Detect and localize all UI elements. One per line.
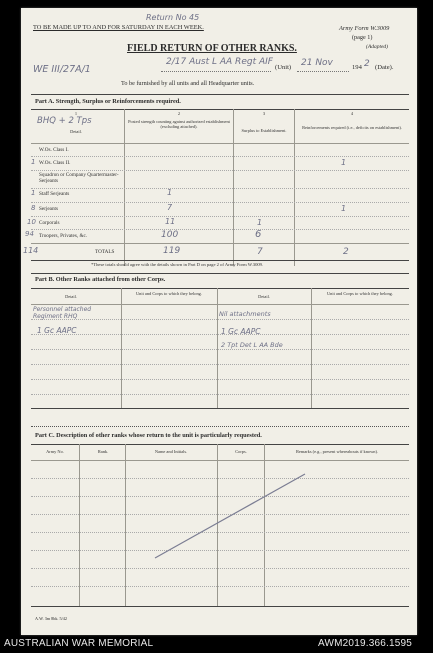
detail-handwritten: BHQ + 2 Tps — [37, 116, 92, 126]
date-label: (Date). — [375, 64, 394, 71]
b-left-detail: Personnel attached Regiment RHQ — [33, 306, 92, 320]
row-serjeants: Serjeants — [39, 206, 59, 212]
strike-through-line — [151, 468, 311, 563]
furnished-note: To be furnished by all units and all Headquarter units. — [121, 80, 255, 87]
row-margin-ssgt: 1 — [31, 189, 36, 197]
part-b-title: Part B. Other Ranks attached from other Corps. — [35, 276, 166, 283]
surplus-cpl: 1 — [257, 218, 263, 227]
totals-reinf: 2 — [343, 247, 349, 257]
print-code: A.W. 3m 8bk. 5/42 — [35, 616, 67, 621]
posted-ssgt: 1 — [167, 188, 173, 197]
footer-left: AUSTRALIAN WAR MEMORIAL — [4, 638, 154, 649]
row-sqmsgt: Squadron or Company Quartermaster-Serjeants — [39, 172, 119, 184]
col-number-3: 3 — [262, 111, 266, 116]
return-number-handwritten: Return No 45 — [146, 13, 200, 22]
b-right-detail: Nil attachments — [219, 310, 271, 318]
row-margin-wo2: 1 — [31, 158, 36, 166]
top-note: TO BE MADE UP TO AND FOR SATURDAY IN EACH WEEK. — [33, 24, 204, 31]
col-number-4: 4 — [350, 111, 354, 116]
row-staff-serjeants: Staff Serjeants — [39, 191, 70, 197]
row-margin-sgt: 8 — [31, 204, 36, 212]
reinf-sgt: 1 — [341, 204, 347, 213]
adapted-label: (Adapted) — [366, 44, 388, 50]
footer-right: AWM2019.366.1595 — [318, 638, 413, 649]
b-header-detail-1: Detail. — [65, 294, 77, 299]
c-header-rank: Rank. — [97, 449, 109, 454]
row-troopers: Troopers, Privates, &c. — [39, 233, 88, 239]
unit-handwritten: 2/17 Aust L AA Regt AIF — [166, 57, 273, 67]
form-page-number: (page 1) — [352, 34, 373, 41]
c-header-remarks: Remarks (e.g., present whereabouts if known). — [295, 449, 379, 454]
b-header-unit-2: Unit and Corps to which they belong. — [327, 291, 393, 296]
posted-tprs: 100 — [161, 230, 179, 240]
b-right-unit-2: 2 Tpt Det L AA Bde — [221, 341, 283, 349]
posted-cpl: 11 — [165, 217, 176, 226]
row-wo-class-2: W.Os. Class II. — [39, 160, 71, 166]
detail-header: Detail. — [70, 129, 82, 134]
b-header-unit-1: Unit and Corps to which they belong. — [136, 291, 202, 296]
b-header-detail-2: Detail. — [258, 294, 270, 299]
year-prefix: 194 — [352, 64, 362, 71]
b-right-unit-1: 1 Gc AAPC — [221, 327, 261, 336]
c-header-corps: Corps. — [235, 449, 247, 454]
totals-surplus: 7 — [257, 247, 263, 257]
totals-margin: 114 — [23, 246, 39, 255]
form-page — [21, 8, 417, 635]
part-a-footnote: *These totals should agree with the details shown in Part D on page 2 of Army Form W.3009. — [91, 262, 264, 267]
ref-handwritten: WE III/27A/1 — [33, 64, 91, 75]
row-corporals: Corporals — [39, 220, 60, 226]
form-title: FIELD RETURN OF OTHER RANKS. — [127, 43, 297, 54]
col-number-1: 1 — [74, 111, 78, 116]
part-a-title: Part A. Strength, Surplus or Reinforcements required. — [35, 98, 181, 105]
b-left-unit: 1 Gc AAPC — [37, 326, 77, 335]
totals-posted: 119 — [163, 246, 181, 256]
c-header-army-no: Army No. — [46, 449, 64, 454]
year-handwritten: 2 — [364, 59, 370, 69]
reinf-wo2: 1 — [341, 158, 347, 167]
date-handwritten: 21 Nov — [301, 58, 333, 68]
surplus-header: Surplus to Establishment. — [241, 128, 287, 133]
row-margin-tprs: 94 — [25, 230, 34, 238]
part-c-title: Part C. Description of other ranks whose return to the unit is particularly requested. — [35, 432, 262, 439]
col-number-2: 2 — [177, 111, 181, 116]
form-name: Army Form W.3009 — [339, 25, 390, 32]
unit-label: (Unit) — [275, 64, 292, 71]
c-header-name: Name and Initials. — [154, 449, 188, 454]
row-wo-class-1: W.Os. Class I. — [39, 147, 69, 153]
surplus-tprs: 6 — [255, 229, 262, 240]
posted-strength-header: Posted strength counting against authorized establishment (excluding attached). — [128, 119, 230, 129]
posted-sgt: 7 — [167, 203, 173, 212]
totals-label: TOTALS — [95, 249, 115, 255]
reinforcements-header: Reinforcements required (i.e., deficits on establishment). — [302, 125, 402, 130]
row-margin-cpl: 10 — [27, 218, 36, 226]
